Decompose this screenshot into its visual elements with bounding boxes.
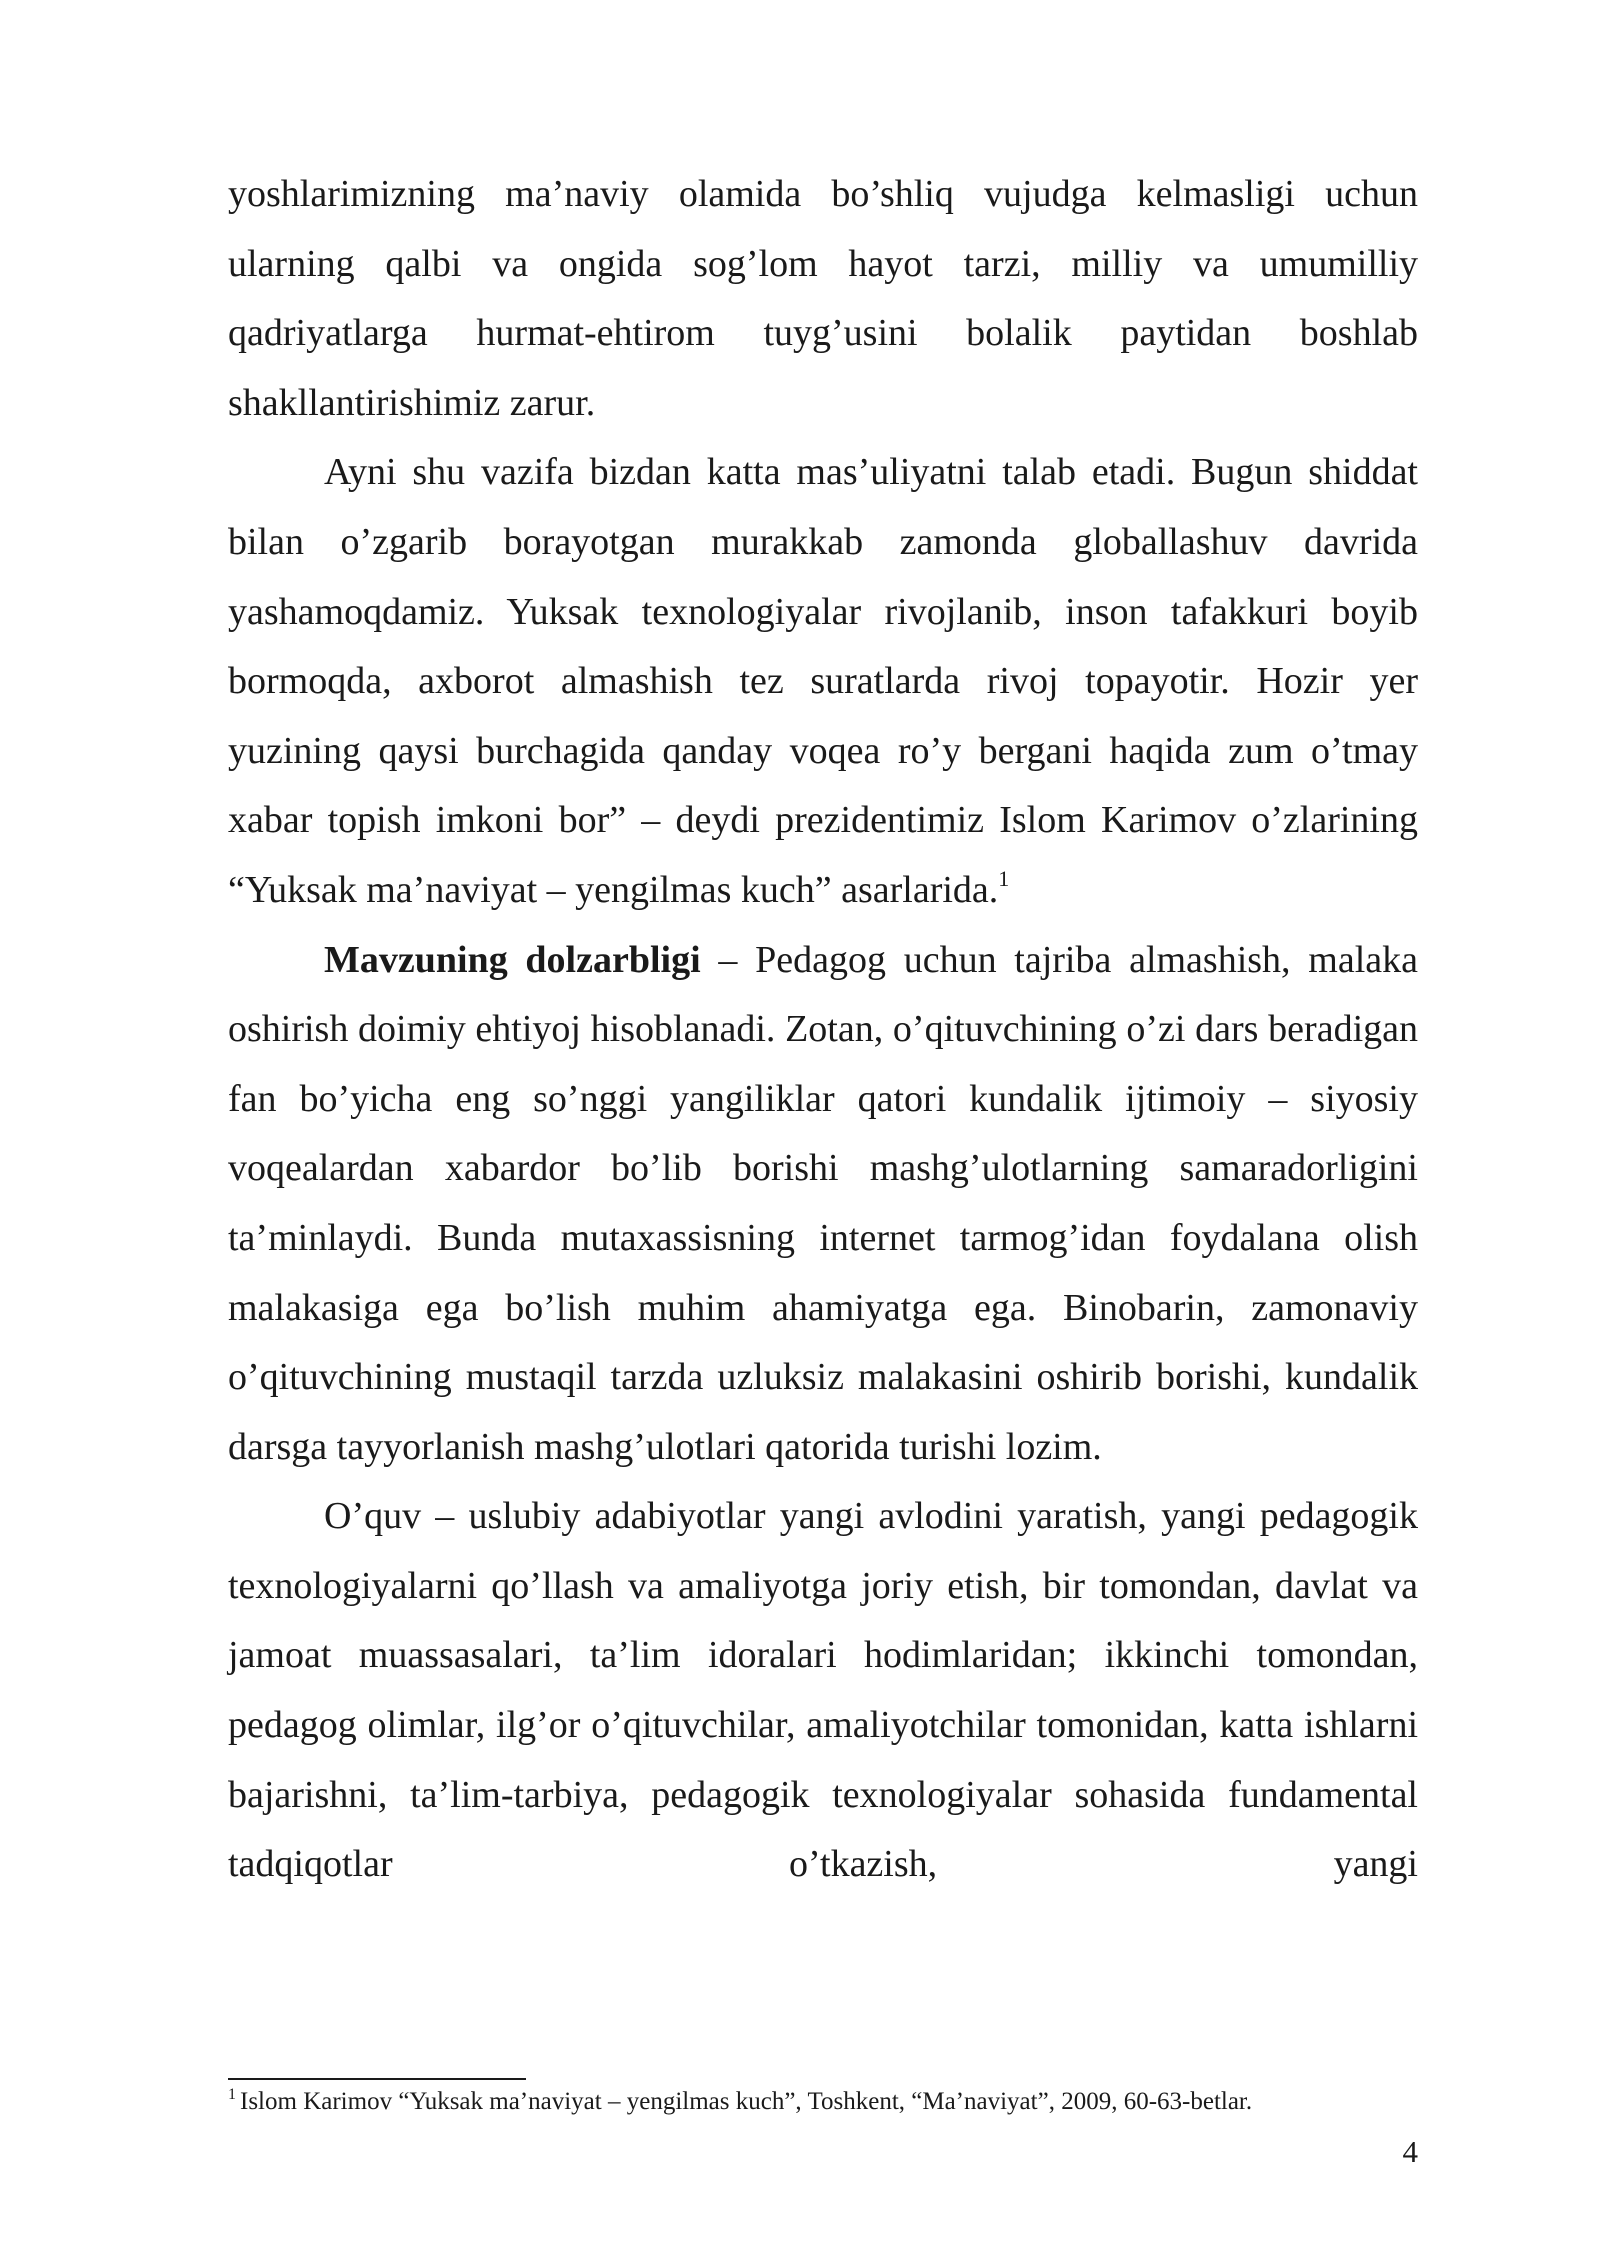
body-text bbox=[228, 160, 1418, 1900]
page-number: 4 bbox=[1402, 2134, 1418, 2169]
paragraph-methodology bbox=[228, 1482, 1418, 1900]
paragraph-text: O’quv – uslubiy adabiyotlar yangi avlodini yaratish, yangi pedagogik texnologiyalarni qo’llash va amaliyotga joriy etish, bir tomondan, davlat va jamoat muassasalari, ta’lim idoralari hodimlaridan; ikkinchi tomondan, pedagog olimlar, ilg’or o’qituvchilar, amaliyotchilar tomonidan, katta ishlarni bajarishni, ta’lim-tarbiya, pedagogik texnologiyalar sohasida fundamental tadqiqotlar o’tkazish, yangi bbox=[228, 1495, 1418, 1886]
footnote-number: 1 bbox=[228, 2086, 236, 2103]
section-term: Mavzuning dolzarbligi bbox=[324, 938, 701, 981]
footnote-text: Islom Karimov “Yuksak ma’naviyat – yengilmas kuch”, Toshkent, “Ma’naviyat”, 2009, 60-63-betlar. bbox=[240, 2088, 1253, 2115]
paragraph-text: Ayni shu vazifa bizdan katta mas’uliyatni talab etadi. Bugun shiddat bilan o’zgarib borayotgan murakkab zamonda globallashuv davrida yashamoqdamiz. Yuksak texnologiyalar rivojlanib, inson tafakkuri boyib bormoqda, axborot almashish tez suratlarda rivoj topayotir. Hozir yer yuzining qaysi burchagida qanday voqea ro’y bergani haqida zum o’tmay xabar topish imkoni bor” – deydi prezidentimiz Islom Karimov o’zlarining “Yuksak ma’naviyat – yengilmas kuch” asarlarida. bbox=[228, 451, 1418, 911]
paragraph-relevance bbox=[228, 926, 1418, 1483]
paragraph-text: yoshlarimizning ma’naviy olamida bo’shliq vujudga kelmasligi uchun ularning qalbi va ongida sog’lom hayot tarzi, milliy va umumilliy qadriyatlarga hurmat-ehtirom tuyg’usini bolalik paytidan boshlab shakllantirishimiz zarur. bbox=[228, 173, 1418, 424]
paragraph-quote bbox=[228, 438, 1418, 925]
paragraph-continuation bbox=[228, 160, 1418, 438]
footnote-separator bbox=[228, 2078, 526, 2080]
footnote bbox=[228, 2085, 1418, 2119]
paragraph-text: – Pedagog uchun tajriba almashish, malaka oshirish doimiy ehtiyoj hisoblanadi. Zotan, o’qituvchining o’zi dars beradigan fan bo’yicha eng so’nggi yangiliklar qatori kundalik ijtimoiy – siyosiy voqealardan xabardor bo’lib borishi mashg’ulotlarning samaradorligini ta’minlaydi. Bunda mutaxassisning internet tarmog’idan foydalana olish malakasiga ega bo’lish muhim ahamiyatga ega. Binobarin, zamonaviy o’qituvchining mustaqil tarzda uzluksiz malakasini oshirib borishi, kundalik darsga tayyorlanish mashg’ulotlari qatorida turishi lozim. bbox=[228, 938, 1418, 1468]
footnote-reference[interactable]: 1 bbox=[998, 865, 1010, 891]
